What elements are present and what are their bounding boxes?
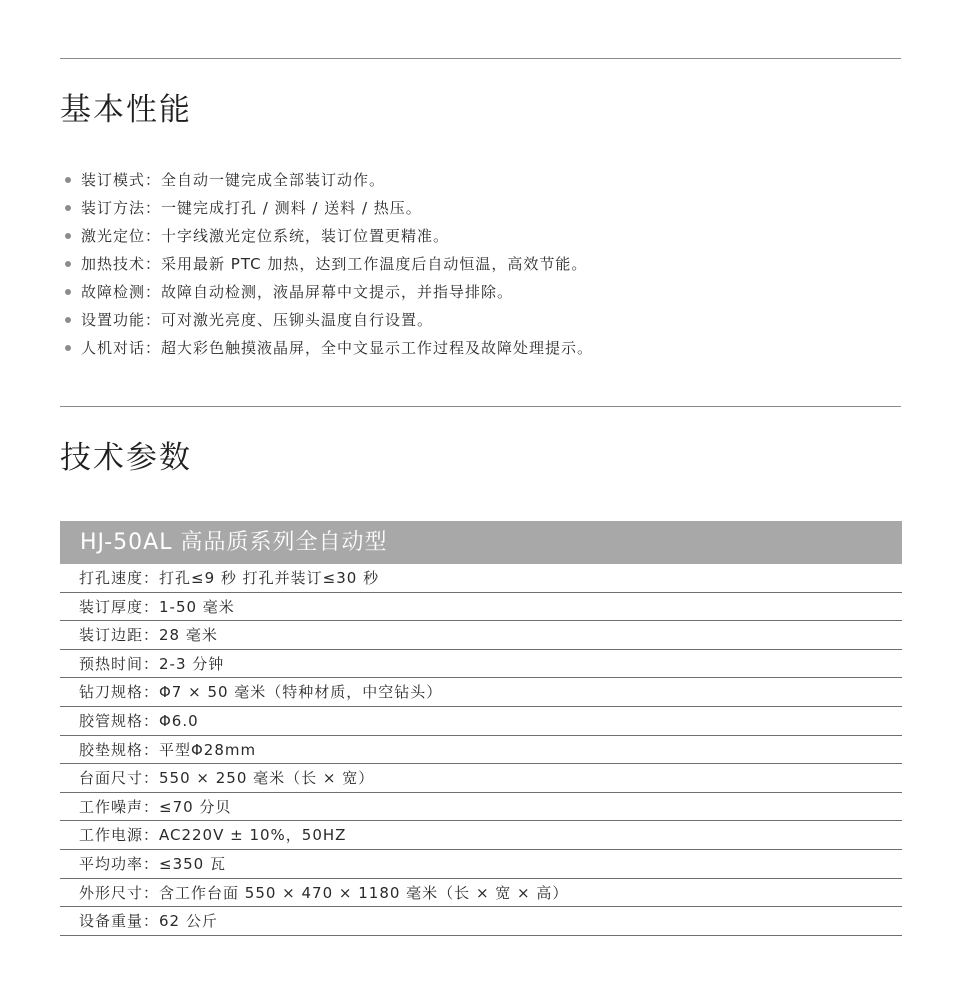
feature-list (64, 166, 593, 362)
performance-title: 基本性能 (60, 92, 192, 128)
feature-item (64, 222, 593, 250)
spec-row: 设备重量：62 公斤 (60, 907, 902, 936)
feature-text: 故障检测：故障自动检测，液晶屏幕中文提示，并指导排除。 (81, 283, 514, 301)
bullet-icon (65, 289, 71, 295)
feature-item (64, 250, 593, 278)
spec-row: 外形尺寸：含工作台面 550 × 470 × 1180 毫米（长 × 宽 × 高） (60, 879, 902, 908)
specs-title: 技术参数 (60, 440, 192, 476)
feature-item (64, 194, 593, 222)
middle-divider (60, 406, 901, 407)
top-divider (60, 58, 901, 59)
spec-row: 工作噪声：≤70 分贝 (60, 793, 902, 822)
spec-row: 胶管规格：Φ6.0 (60, 707, 902, 736)
feature-text: 装订模式：全自动一键完成全部装订动作。 (81, 171, 386, 189)
feature-item (64, 278, 593, 306)
bullet-icon (65, 345, 71, 351)
bullet-icon (65, 317, 71, 323)
bullet-icon (65, 205, 71, 211)
feature-text: 人机对话：超大彩色触摸液晶屏，全中文显示工作过程及故障处理提示。 (81, 339, 594, 357)
spec-row: 装订边距：28 毫米 (60, 621, 902, 650)
bullet-icon (65, 233, 71, 239)
spec-row: 打孔速度：打孔≤9 秒 打孔并装订≤30 秒 (60, 564, 902, 593)
feature-text: 设置功能：可对激光亮度、压铆头温度自行设置。 (81, 311, 434, 329)
spec-row: 平均功率：≤350 瓦 (60, 850, 902, 879)
feature-text: 加热技术：采用最新 PTC 加热，达到工作温度后自动恒温，高效节能。 (81, 255, 588, 273)
spec-row: 胶垫规格：平型Φ28mm (60, 736, 902, 765)
spec-row: 预热时间：2-3 分钟 (60, 650, 902, 679)
bullet-icon (65, 261, 71, 267)
spec-row: 装订厚度：1-50 毫米 (60, 593, 902, 622)
feature-item (64, 306, 593, 334)
feature-item (64, 166, 593, 194)
spec-row: 钻刀规格：Φ7 × 50 毫米（特种材质，中空钻头） (60, 678, 902, 707)
feature-item (64, 334, 593, 362)
feature-text: 装订方法：一键完成打孔 / 测料 / 送料 / 热压。 (81, 199, 422, 217)
spec-row: 台面尺寸：550 × 250 毫米（长 × 宽） (60, 764, 902, 793)
spec-row: 工作电源：AC220V ± 10%，50HZ (60, 821, 902, 850)
model-header: HJ-50AL 高品质系列全自动型 (60, 521, 902, 564)
feature-text: 激光定位：十字线激光定位系统，装订位置更精准。 (81, 227, 450, 245)
bullet-icon (65, 177, 71, 183)
spec-table (60, 564, 902, 936)
